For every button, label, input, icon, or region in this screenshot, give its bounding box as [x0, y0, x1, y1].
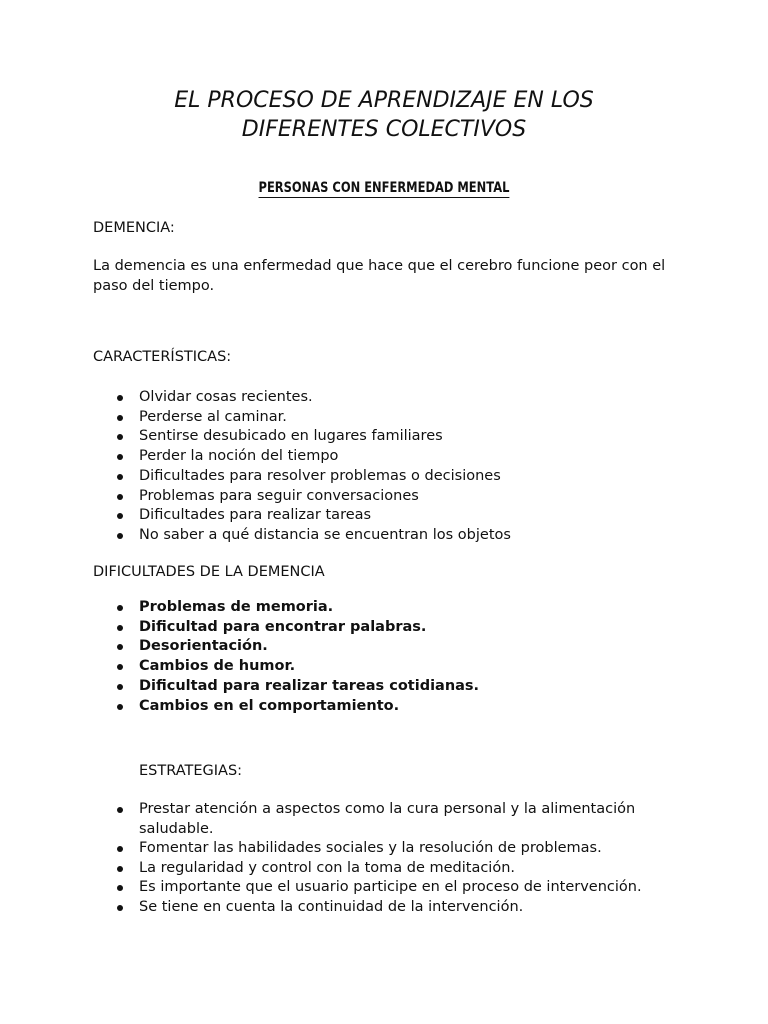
list-caracteristicas	[93, 388, 693, 546]
heading-estrategias: ESTRATEGIAS:	[139, 763, 243, 779]
paragraph-demencia: La demencia es una enfermedad que hace que el cerebro funcione peor con el paso del tiempo.	[93, 258, 666, 294]
list-item: Problemas de memoria.	[93, 598, 693, 618]
list-item: Cambios de humor.	[93, 657, 693, 677]
subtitle-text: PERSONAS CON ENFERMEDAD MENTAL	[258, 180, 510, 196]
heading-demencia: DEMENCIA:	[93, 220, 175, 236]
list-item: La regularidad y control con la toma de meditación.	[93, 859, 653, 879]
list-item: Sentirse desubicado en lugares familiares	[93, 427, 693, 447]
list-item: Problemas para seguir conversaciones	[93, 487, 693, 507]
list-item: Fomentar las habilidades sociales y la resolución de problemas.	[93, 839, 653, 859]
list-item: Cambios en el comportamiento.	[93, 697, 693, 717]
list-item: Dificultad para encontrar palabras.	[93, 618, 693, 638]
document-title	[0, 86, 768, 144]
list-item: Dificultades para realizar tareas	[93, 506, 693, 526]
list-item: Se tiene en cuenta la continuidad de la intervención.	[93, 898, 653, 918]
document-subtitle	[0, 170, 768, 198]
list-item: Dificultades para resolver problemas o decisiones	[93, 467, 693, 487]
list-estrategias	[93, 800, 653, 918]
list-item: Perder la noción del tiempo	[93, 447, 693, 467]
list-item: No saber a qué distancia se encuentran los objetos	[93, 526, 693, 546]
list-item: Perderse al caminar.	[93, 408, 693, 428]
heading-caracteristicas: CARACTERÍSTICAS:	[93, 349, 232, 365]
title-line-2: DIFERENTES COLECTIVOS	[241, 117, 527, 142]
list-item: Dificultad para realizar tareas cotidianas.	[93, 677, 693, 697]
list-item: Olvidar cosas recientes.	[93, 388, 693, 408]
list-item: Prestar atención a aspectos como la cura personal y la alimentación saludable.	[93, 800, 653, 839]
heading-dificultades: DIFICULTADES DE LA DEMENCIA	[93, 564, 325, 580]
title-line-1: EL PROCESO DE APRENDIZAJE EN LOS	[174, 88, 594, 113]
list-item: Desorientación.	[93, 637, 693, 657]
list-item: Es importante que el usuario participe en el proceso de intervención.	[93, 878, 653, 898]
list-dificultades	[93, 598, 693, 716]
